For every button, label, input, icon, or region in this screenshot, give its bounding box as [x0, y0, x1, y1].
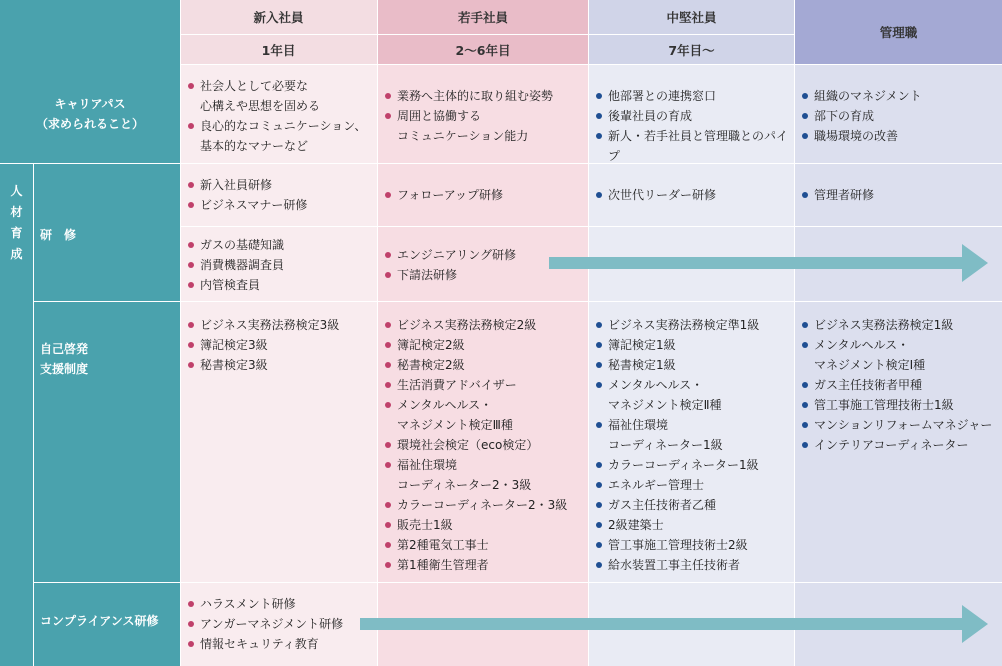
list-item: エンジニアリング研修	[383, 245, 585, 265]
jiko-label	[40, 319, 170, 379]
list-item: 管工事施工管理技術士2級	[594, 535, 792, 555]
list-item: 環境社会検定（eco検定）	[383, 435, 585, 455]
list-item: 秘書検定2級	[383, 355, 585, 375]
list-item: 新入社員研修	[186, 175, 374, 195]
col3-title-text: 中堅社員	[666, 10, 717, 25]
col3-years-text: 7年目～	[668, 42, 715, 58]
list-item: マンションリフォームマネジャー	[800, 415, 1000, 435]
list-item: 簿記検定3級	[186, 335, 374, 355]
col1-years	[180, 35, 377, 64]
list-item: フォローアップ研修	[383, 185, 585, 205]
col3-title	[589, 0, 794, 34]
compliance-label	[40, 612, 180, 629]
hline-kenshu-bottom	[33, 301, 1002, 302]
list-item: 他部署との連携窓口	[594, 86, 792, 106]
vline-3	[588, 0, 589, 666]
list-item: 下請法研修	[383, 265, 585, 285]
list-item: 後輩社員の育成	[594, 106, 792, 126]
list-item: ビジネス実務法務検定準1級	[594, 315, 792, 335]
list-item: アンガーマネジメント研修	[186, 614, 374, 634]
list-item: 福祉住環境 コーディネーター2・3級	[383, 455, 585, 495]
list-item: 2級建築士	[594, 515, 792, 535]
list-item: 秘書検定1級	[594, 355, 792, 375]
col3-years	[589, 35, 794, 64]
career-list-col2	[383, 86, 585, 146]
career-list-col3	[594, 86, 792, 166]
hline-header-mid	[180, 34, 794, 35]
list-item: 良心的なコミュニケーション、 基本的なマナーなど	[186, 116, 374, 156]
kenshu-b-col1	[186, 235, 374, 295]
list-item: 第2種電気工事士	[383, 535, 585, 555]
kenshu-a-col1	[186, 175, 374, 215]
hline-career-bottom	[0, 163, 1002, 164]
vline-side	[33, 163, 34, 666]
list-item: ガスの基礎知識	[186, 235, 374, 255]
list-item: メンタルヘルス・ マネジメント検定Ⅱ種	[594, 375, 792, 415]
list-item: エネルギー管理士	[594, 475, 792, 495]
list-item: ガス主任技術者甲種	[800, 375, 1000, 395]
jiko-col3	[594, 315, 792, 575]
list-item: 簿記検定1級	[594, 335, 792, 355]
hline-jiko-bottom	[33, 582, 1002, 583]
col1-years-text: 1年目	[261, 42, 296, 58]
vline-1	[180, 0, 181, 666]
hline-kenshu-mid	[180, 226, 1002, 227]
list-item: ガス主任技術者乙種	[594, 495, 792, 515]
list-item: ビジネスマナー研修	[186, 195, 374, 215]
list-item: 給水装置工事主任技術者	[594, 555, 792, 575]
list-item: メンタルヘルス・ マネジメント検定Ⅰ種	[800, 335, 1000, 375]
list-item: 情報セキュリティ教育	[186, 634, 374, 654]
list-item: ビジネス実務法務検定1級	[800, 315, 1000, 335]
list-item: 販売士1級	[383, 515, 585, 535]
col1-title-text: 新入社員	[253, 10, 304, 25]
list-item: ハラスメント研修	[186, 594, 374, 614]
col4-title-text: 管理職	[879, 25, 918, 40]
kenshu-a-col3	[594, 185, 792, 205]
col2-title	[378, 0, 588, 34]
kenshu-continuation-arrow	[549, 251, 988, 275]
jiko-label-text: 自己啓発 支援制度	[40, 342, 89, 376]
list-item: 組織のマネジメント	[800, 86, 998, 106]
arrow-shaft	[549, 257, 964, 269]
compliance-label-text: コンプライアンス研修	[40, 614, 159, 628]
compliance-continuation-arrow	[360, 612, 988, 636]
arrow-shaft	[360, 618, 964, 630]
list-item: ビジネス実務法務検定3級	[186, 315, 374, 335]
kenshu-a-col4	[800, 185, 998, 205]
list-item: カラーコーディネーター2・3級	[383, 495, 585, 515]
jinzai-label-text: 人 材 育 成	[10, 184, 23, 261]
list-item: 簿記検定2級	[383, 335, 585, 355]
col2-title-text: 若手社員	[457, 10, 508, 25]
list-item: 生活消費アドバイザー	[383, 375, 585, 395]
list-item: 新人・若手社員と管理職とのパイプ	[594, 126, 792, 166]
kenshu-a-col2	[383, 185, 585, 205]
list-item: 社会人として必要な 心構えや思想を固める	[186, 76, 374, 116]
list-item: 第1種衛生管理者	[383, 555, 585, 575]
career-list-col4	[800, 86, 998, 146]
compliance-col1	[186, 594, 374, 654]
arrow-head-icon	[962, 244, 988, 282]
col1-title	[180, 0, 377, 34]
list-item: 管理者研修	[800, 185, 998, 205]
col4-title	[795, 0, 1002, 64]
list-item: 福祉住環境 コーディネーター1級	[594, 415, 792, 455]
kenshu-label	[40, 226, 160, 243]
career-label-text: キャリアパス （求められること）	[35, 96, 144, 131]
arrow-head-icon	[962, 605, 988, 643]
list-item: 業務へ主体的に取り組む姿勢	[383, 86, 585, 106]
jiko-col1	[186, 315, 374, 375]
list-item: 次世代リーダー研修	[594, 185, 792, 205]
list-item: ビジネス実務法務検定2級	[383, 315, 585, 335]
career-list-col1	[186, 76, 374, 156]
vline-2	[377, 0, 378, 666]
career-label	[0, 64, 180, 163]
hline-career-top	[180, 64, 1002, 65]
jiko-col4	[800, 315, 1000, 455]
list-item: 周囲と協働する コミュニケーション能力	[383, 106, 585, 146]
col2-years-text: 2～6年目	[455, 42, 511, 58]
jinzai-label	[0, 180, 33, 270]
list-item: 内管検査員	[186, 275, 374, 295]
list-item: 消費機器調査員	[186, 255, 374, 275]
jiko-col2	[383, 315, 585, 575]
kenshu-label-text: 研 修	[40, 228, 77, 242]
list-item: 職場環境の改善	[800, 126, 998, 146]
list-item: カラーコーディネーター1級	[594, 455, 792, 475]
list-item: 管工事施工管理技術士1級	[800, 395, 1000, 415]
list-item: インテリアコーディネーター	[800, 435, 1000, 455]
vline-4	[794, 0, 795, 666]
col2-years	[378, 35, 588, 64]
list-item: 秘書検定3級	[186, 355, 374, 375]
list-item: 部下の育成	[800, 106, 998, 126]
list-item: メンタルヘルス・ マネジメント検定Ⅲ種	[383, 395, 585, 435]
